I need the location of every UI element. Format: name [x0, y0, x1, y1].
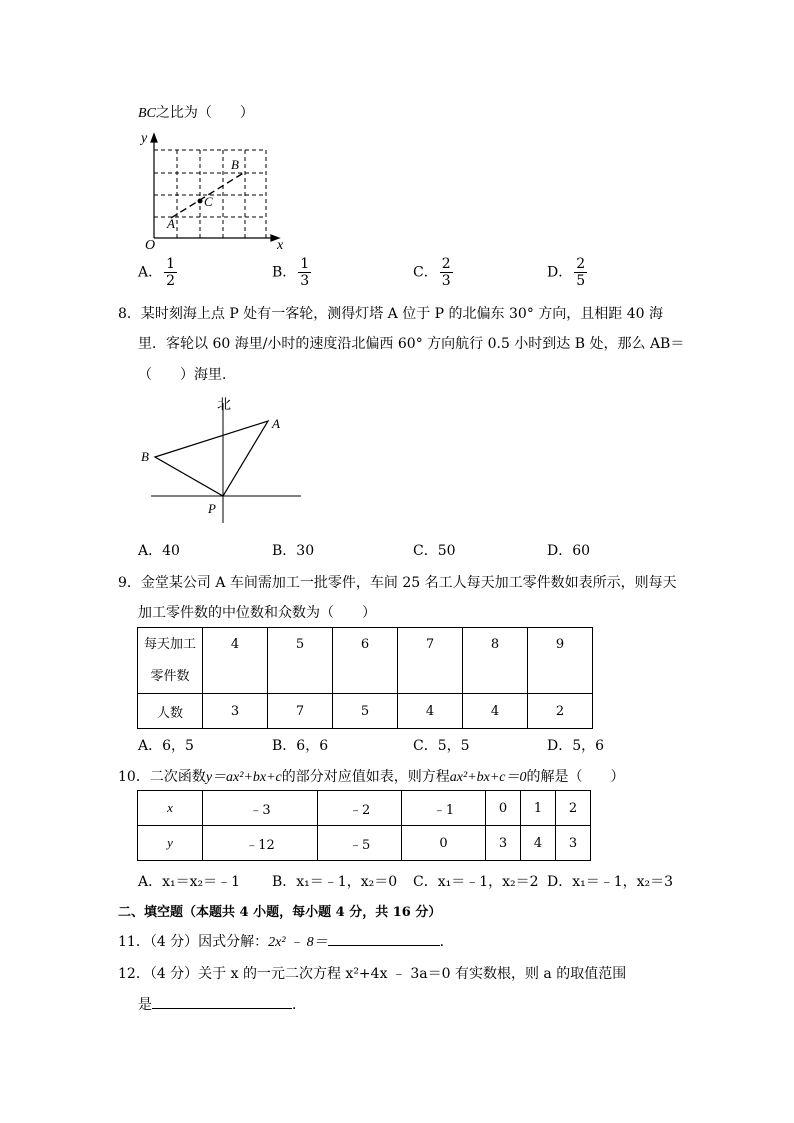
q7-grid-figure — [135, 128, 295, 253]
q9-table-cell: 5 — [268, 628, 333, 694]
q9-table-cell: 8 — [463, 628, 528, 694]
q9-table-cell: 9 — [528, 628, 593, 694]
q9-table-cell: 4 — [463, 694, 528, 729]
q9-table-cell: 4 — [398, 694, 463, 729]
q9-table-cell: 2 — [528, 694, 593, 729]
q7-stem-tail — [138, 102, 254, 122]
q8-option-c[interactable]: C．50 — [413, 543, 456, 559]
q10-table-cell: ﹣12 — [203, 826, 318, 861]
q10-table-cell: 4 — [521, 826, 556, 861]
q8-line-2: 里．客轮以 60 海里/小时的速度沿北偏西 60° 方向航行 0.5 小时到达 B 处，那么 AB＝ — [138, 336, 685, 352]
q10-option-b[interactable]: B．x₁＝﹣1，x₂＝0 — [272, 874, 398, 890]
q10-table-cell: 1 — [521, 791, 556, 826]
q10-table-cell: 3 — [555, 826, 590, 861]
q7-label-x: x — [277, 238, 284, 253]
q10-table-row-y — [138, 826, 591, 861]
q7-option-b-fraction: $\frac{1}{3}$ — [300, 256, 310, 289]
q7-label-y: y — [141, 131, 148, 146]
q9-line-1: 9．金堂某公司 A 车间需加工一批零件，车间 25 名工人每天加工零件数如表所示，则每天 — [118, 575, 677, 591]
q7-label-o: O — [145, 238, 156, 253]
q7-option-a[interactable]: A． $\frac{1}{2}$ — [138, 256, 176, 289]
q7-point-c — [198, 199, 203, 204]
q9-option-d[interactable]: D．5，6 — [547, 738, 605, 754]
q11-line: 11．（4 分）因式分解：2x² ﹣ 8＝ ． — [118, 931, 454, 951]
q10-table-cell: 0 — [402, 826, 486, 861]
q10-option-c[interactable]: C．x₁＝﹣1，x₂＝2 — [413, 874, 539, 890]
q9-table-head-2: 人数 — [138, 694, 203, 729]
q12-answer-blank[interactable] — [152, 994, 292, 1009]
q9-table-cell: 7 — [398, 628, 463, 694]
q7-option-c[interactable]: C． $\frac{2}{3}$ — [413, 256, 451, 289]
q10-option-a[interactable]: A．x₁＝x₂＝﹣1 — [138, 874, 241, 890]
q7-option-c-fraction: $\frac{2}{3}$ — [441, 256, 451, 289]
q8-label-b: B — [141, 449, 149, 464]
q9-table-cell: 7 — [268, 694, 333, 729]
q9-option-c[interactable]: C．5，5 — [413, 738, 470, 754]
q9-table-cell: 4 — [203, 628, 268, 694]
q9-table-cell: 5 — [333, 694, 398, 729]
q11-expression: 2x² ﹣ 8＝ — [268, 935, 328, 950]
q9-table — [137, 627, 593, 729]
q7-stem-bc: BC — [138, 106, 156, 121]
q10-table-head-x: x — [138, 791, 203, 826]
q7-label-a: A — [167, 216, 175, 231]
q10-table-cell: 0 — [486, 791, 521, 826]
q8-label-p: P — [208, 501, 216, 516]
q9-table-row-count — [138, 628, 593, 694]
q10-option-d[interactable]: D．x₁＝﹣1，x₂＝3 — [547, 874, 674, 890]
q9-table-head-1: 每天加工 零件数 — [138, 628, 203, 694]
q10-table-cell: ﹣2 — [318, 791, 402, 826]
q12-line-2: 是 ． — [138, 994, 306, 1014]
q7-option-d-fraction: $\frac{2}{5}$ — [576, 256, 586, 289]
q8-triangle — [155, 421, 268, 496]
q8-label-a: A — [272, 416, 280, 431]
q10-equation: ax²+bx+c＝0 — [449, 770, 527, 785]
q10-table-cell: ﹣3 — [203, 791, 318, 826]
q7-option-b[interactable]: B． $\frac{1}{3}$ — [272, 256, 310, 289]
q9-table-cell: 3 — [203, 694, 268, 729]
q9-table-row-people — [138, 694, 593, 729]
q10-table — [137, 790, 591, 861]
q8-option-d[interactable]: D．60 — [547, 543, 591, 559]
q10-table-cell: 2 — [555, 791, 590, 826]
q9-line-2: 加工零件数的中位数和众数为（ ） — [138, 605, 376, 621]
q9-option-a[interactable]: A．6，5 — [138, 738, 194, 754]
q12-line-1: 12．（4 分）关于 x 的一元二次方程 x²+4x ﹣ 3a＝0 有实数根，则 a 的取值范围 — [118, 966, 627, 982]
q9-option-b[interactable]: B．6，6 — [272, 738, 329, 754]
q7-stem-text: 之比为（ ） — [155, 105, 254, 121]
q10-table-cell: ﹣5 — [318, 826, 402, 861]
section-2-title: 二、填空题（本题共 4 小题，每小题 4 分，共 16 分） — [118, 905, 442, 920]
q10-table-head-y: y — [138, 826, 203, 861]
q8-figure — [135, 393, 315, 528]
q7-label-c: C — [204, 194, 213, 209]
q10-table-row-x — [138, 791, 591, 826]
q7-option-d[interactable]: D． $\frac{2}{5}$ — [547, 256, 586, 289]
q10-function: y＝ax²+bx+c — [205, 770, 282, 785]
q9-table-cell: 6 — [333, 628, 398, 694]
q8-line-1: 8．某时刻海上点 P 处有一客轮，测得灯塔 A 位于 P 的北偏东 30° 方向，且相距 40 海 — [118, 306, 663, 322]
q8-option-b[interactable]: B．30 — [272, 543, 315, 559]
q10-table-cell: ﹣1 — [402, 791, 486, 826]
q11-answer-blank[interactable] — [328, 931, 440, 946]
q8-option-a[interactable]: A．40 — [138, 543, 180, 559]
q7-label-b: B — [231, 157, 239, 172]
q8-label-north: 北 — [217, 397, 231, 413]
q10-table-cell: 3 — [486, 826, 521, 861]
q8-line-3: （ ）海里． — [138, 367, 236, 383]
q10-stem: 10．二次函数y＝ax²+bx+c的部分对应值如表，则方程ax²+bx+c＝0的解是（ ） — [118, 769, 625, 785]
q7-option-a-fraction: $\frac{1}{2}$ — [166, 256, 176, 289]
